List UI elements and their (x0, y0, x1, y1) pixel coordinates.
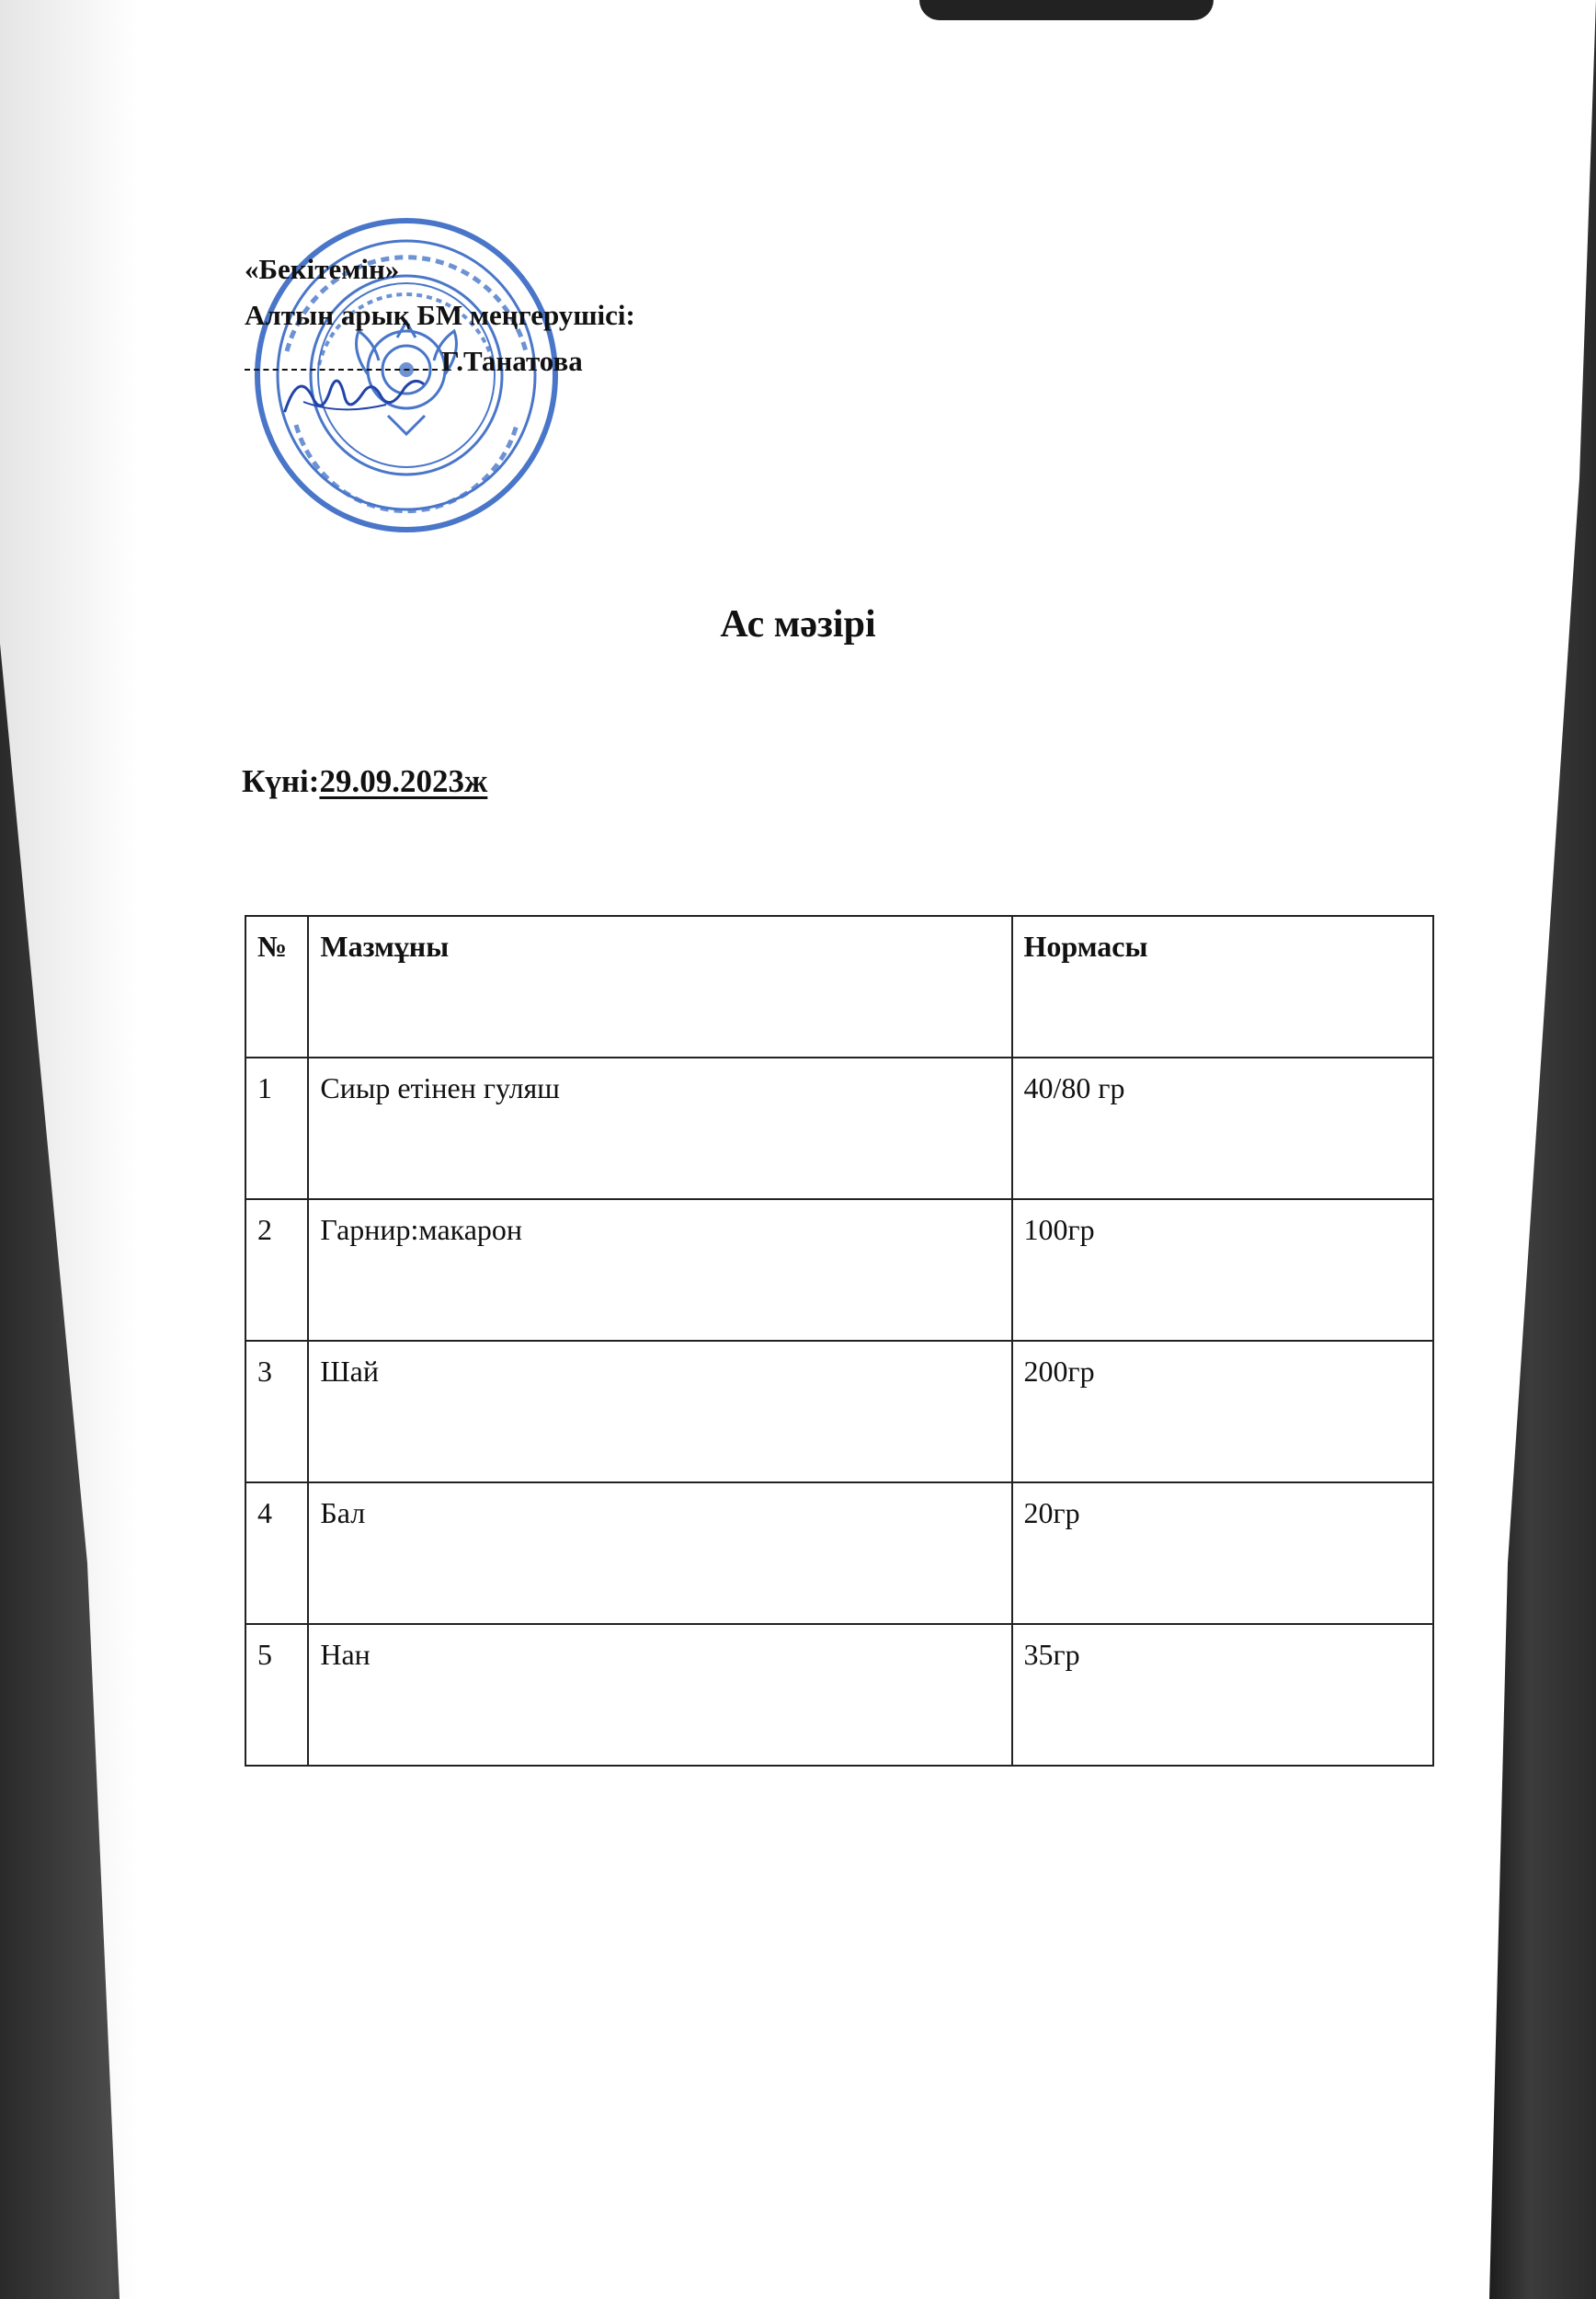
table-header-row (245, 916, 1433, 1058)
row-dish: Шай (308, 1341, 1011, 1482)
approval-heading: «Бекітемін» (245, 253, 400, 285)
table-row (245, 1199, 1433, 1341)
date-value: 29.09.2023ж (319, 763, 488, 799)
row-norm: 35гр (1012, 1624, 1434, 1766)
table-row (245, 1624, 1433, 1766)
date-line (242, 763, 487, 800)
row-number: 1 (245, 1058, 308, 1199)
table-row (245, 1482, 1433, 1624)
table-row (245, 1058, 1433, 1199)
row-number: 4 (245, 1482, 308, 1624)
header-number: № (245, 916, 308, 1058)
handwritten-signature (276, 360, 432, 425)
row-dish: Гарнир:макарон (308, 1199, 1011, 1341)
row-norm: 100гр (1012, 1199, 1434, 1341)
approver-name: Г.Танатова (441, 345, 583, 377)
row-dish: Сиыр етінен гуляш (308, 1058, 1011, 1199)
menu-table (245, 915, 1434, 1767)
row-norm: 200гр (1012, 1341, 1434, 1482)
table-row (245, 1341, 1433, 1482)
row-norm: 40/80 гр (1012, 1058, 1434, 1199)
approval-position: Алтын арық БМ меңгерушісі: (245, 299, 635, 331)
row-number: 3 (245, 1341, 308, 1482)
row-number: 5 (245, 1624, 308, 1766)
date-label: Күні: (242, 763, 320, 799)
row-dish: Бал (308, 1482, 1011, 1624)
document-title: Ас мәзірі (720, 603, 876, 646)
row-norm: 20гр (1012, 1482, 1434, 1624)
photo-background-top (919, 0, 1214, 20)
header-norm: Нормасы (1012, 916, 1434, 1058)
row-dish: Нан (308, 1624, 1011, 1766)
header-content: Мазмұны (308, 916, 1011, 1058)
row-number: 2 (245, 1199, 308, 1341)
